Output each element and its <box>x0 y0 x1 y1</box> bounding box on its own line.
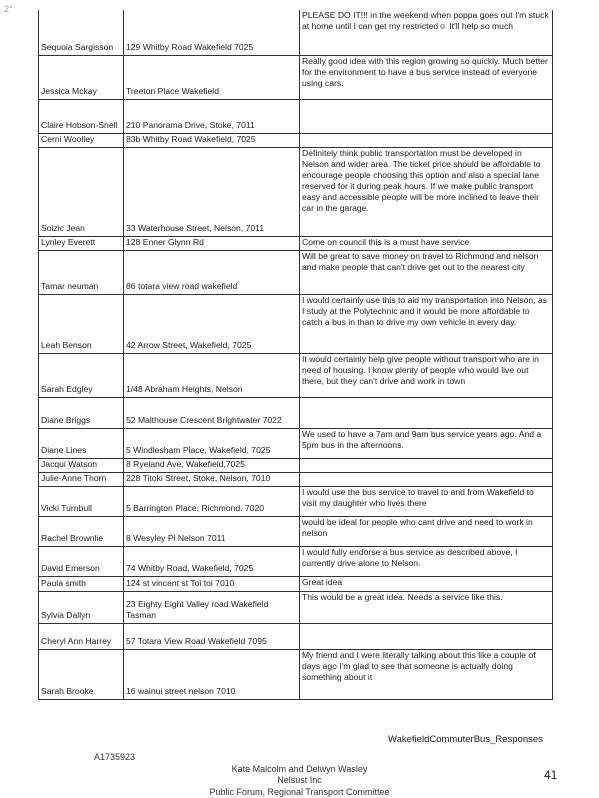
name-cell: Lynley Everett <box>39 236 124 250</box>
address-cell: 74 Whitby Road, Wakefield, 7025 <box>124 546 300 576</box>
footer-organisation: Nelsust Inc <box>277 775 322 786</box>
table-row <box>39 623 553 649</box>
address-cell: 42 Arrow Street, Wakefield, 7025 <box>124 294 300 353</box>
comment-cell <box>300 623 553 649</box>
document-id: A1735923 <box>94 752 136 762</box>
name-cell: Julie-Anne Thorn <box>39 472 124 486</box>
comment-cell: Definitely think public transportation must be developed in Nelson and wider area. The ticket price should be affordable to encourage people choosing this option and also a special lane reserved for it during peak hours. If we make public transport easy and accessible people will be more inclined to leave their car in the garage. <box>300 147 553 236</box>
name-cell: Rachel Brownlie <box>39 516 124 546</box>
table-row <box>39 486 553 516</box>
name-cell: Jacqui Watson <box>39 458 124 472</box>
name-cell: Cheryl Ann Harrey <box>39 623 124 649</box>
table-row <box>39 55 553 99</box>
name-cell: Sarah Edgley <box>39 353 124 397</box>
footer-meeting: Public Forum, Regional Transport Committee <box>209 786 390 797</box>
address-cell: 8 Ryeland Ave, Wakefield,7025 <box>124 458 300 472</box>
table-row <box>39 649 553 699</box>
name-cell: Claire Hobson-Snell <box>39 99 124 133</box>
file-label: WakefieldCommuterBus_Responses <box>388 734 543 745</box>
table-row <box>39 236 553 250</box>
name-cell: Tamar neuman <box>39 250 124 294</box>
table-row <box>39 99 553 133</box>
comment-cell <box>300 472 553 486</box>
address-cell: 5 Barrington Place, Richmond. 7020 <box>124 486 300 516</box>
comment-cell <box>300 397 553 428</box>
comment-cell <box>300 458 553 472</box>
name-cell: Leah Benson <box>39 294 124 353</box>
comment-cell: Really good idea with this region growing so quickly. Much better for the environment to have a bus service instead of everyone using cars. <box>300 55 553 99</box>
footer-presenters: Kate Malcolm and Delwyn Wasley <box>231 764 368 774</box>
address-cell: 23 Eighty Eight Valley road Wakefield Tasman <box>124 591 300 623</box>
address-cell: 83b Whitby Road Wakefield, 7025 <box>124 133 300 147</box>
address-cell: 33 Waterhouse Street, Nelson, 7011 <box>124 147 300 236</box>
address-cell: Treeton Place Wakefield <box>124 55 300 99</box>
name-cell: Vicki Turnbull <box>39 486 124 516</box>
comment-cell <box>300 133 553 147</box>
comment-cell: I would certainly use this to aid my transportation into Nelson, as I study at the Polytechnic and it would be more affordable to catch a bus in than to drive my own vehicle in every day. <box>300 294 553 353</box>
table-row <box>39 133 553 147</box>
address-cell: 129 Whitby Road Wakefield 7025 <box>124 10 300 55</box>
comment-cell: We used to have a 7am and 9am bus service years ago. And a 5pm bus in the afternoons. <box>300 428 553 458</box>
comment-cell: My friend and I were literally talking about this like a couple of days ago I'm glad to see that someone is actually doing something about it <box>300 649 553 699</box>
table-row <box>39 10 553 55</box>
table-row <box>39 353 553 397</box>
name-cell: Sylvia Dallyn <box>39 591 124 623</box>
address-cell: 57 Totara View Road Wakefield 7095 <box>124 623 300 649</box>
comment-cell: I would fully endorse a bus service as described above, I currently drive alone to Nelson. <box>300 546 553 576</box>
table-row <box>39 294 553 353</box>
name-cell: Diane Briggs <box>39 397 124 428</box>
address-cell: 8 Wesyley Pl Nelson 7011 <box>124 516 300 546</box>
table-row <box>39 458 553 472</box>
comment-cell <box>300 99 553 133</box>
address-cell: 16 wainui street nelson 7010 <box>124 649 300 699</box>
corner-mark: 2° <box>4 4 13 14</box>
responses-table <box>38 10 553 700</box>
table-row <box>39 472 553 486</box>
name-cell: Sequoia Sargisson <box>39 10 124 55</box>
address-cell: 5 Windlesham Place, Wakefield, 7025 <box>124 428 300 458</box>
table-row <box>39 428 553 458</box>
name-cell: Cerni Woolley <box>39 133 124 147</box>
address-cell: 86 totara view road wakefield <box>124 250 300 294</box>
table-row <box>39 397 553 428</box>
table-row <box>39 147 553 236</box>
comment-cell: Great idea <box>300 576 553 591</box>
address-cell: 52 Malthouse Crescent Brightwater 7022 <box>124 397 300 428</box>
table-row <box>39 546 553 576</box>
name-cell: Paula smith <box>39 576 124 591</box>
address-cell: 124 st vincent st Toi toi 7010 <box>124 576 300 591</box>
name-cell: Soizic Jean <box>39 147 124 236</box>
page-footer <box>0 764 599 798</box>
table-row <box>39 591 553 623</box>
address-cell: 1/48 Abraham Heights, Nelson <box>124 353 300 397</box>
address-cell: 210 Panorama Drive, Stoke, 7011 <box>124 99 300 133</box>
table-row <box>39 250 553 294</box>
name-cell: Jessica Mckay <box>39 55 124 99</box>
name-cell: Sarah Brooke <box>39 649 124 699</box>
comment-cell: I would use the bus service to travel to and from Wakefield to visit my daughter who lives there <box>300 486 553 516</box>
comment-cell: Will be great to save money on travel to Richmond and nelson and make people that can't drive get out to the nearest city <box>300 250 553 294</box>
comment-cell: This would be a great idea. Needs a service like this. <box>300 591 553 623</box>
page-number: 41 <box>544 768 558 782</box>
address-cell: 128 Enner Glynn Rd <box>124 236 300 250</box>
name-cell: Diane Lines <box>39 428 124 458</box>
table-row <box>39 516 553 546</box>
comment-cell: would be ideal for people who cant drive and need to work in nelson <box>300 516 553 546</box>
address-cell: 228 Titoki Street, Stoke, Nelson, 7010 <box>124 472 300 486</box>
responses-table-body <box>39 10 553 699</box>
comment-cell: It would certainly help give people without transport who are in need of housing. I know plenty of people who would live out there, but they can't drive and work in town <box>300 353 553 397</box>
name-cell: David Emerson <box>39 546 124 576</box>
comment-cell: PLEASE DO IT!!! in the weekend when poppa goes out I'm stuck at home until I can get my restricted☺ It'll help so much <box>300 10 553 55</box>
comment-cell: Come on council this is a must have service <box>300 236 553 250</box>
table-row <box>39 576 553 591</box>
